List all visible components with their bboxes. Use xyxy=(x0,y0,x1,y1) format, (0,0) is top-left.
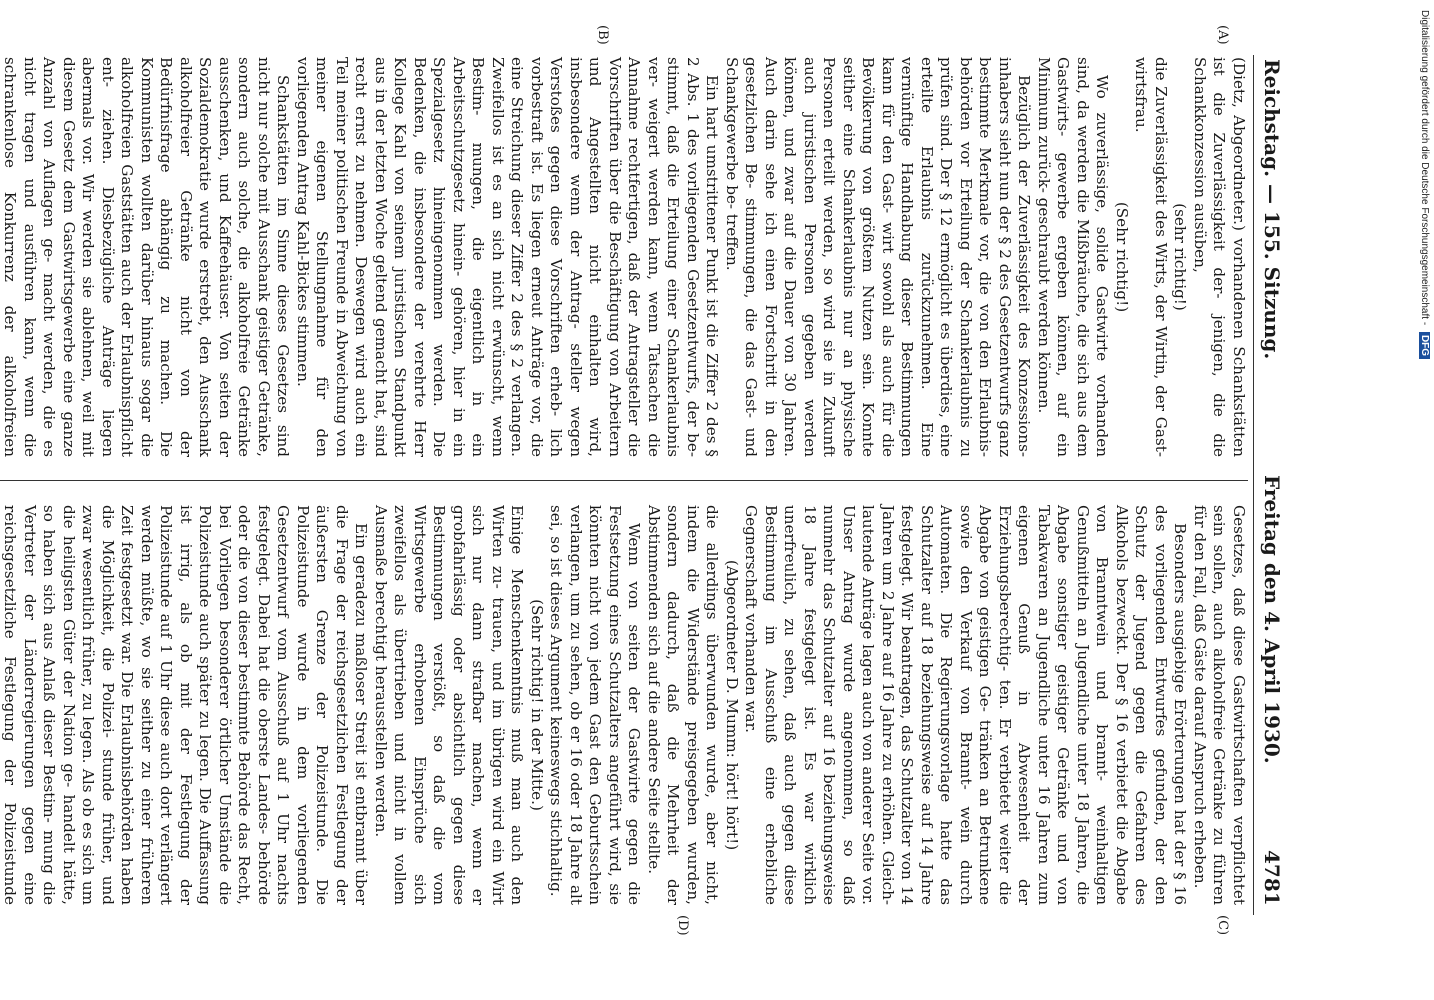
paragraph: Besonders ausgiebige Erörterungen hat der § 16 des vorliegenden Entwurfes gefunden, der den Schutz der Jugend gegen die Gefahren des Alkohols bezweckt. Der § 16 verbietet die Abgabe von Branntwein und brannt- weinhaltigen Genußmitteln an Jugendliche unter 18 Jahren, die Abgabe sonstiger geistiger Getränke und von Tabakwaren an Jugendliche unter 16 Jahren zum eigenen Genuß in Abwesenheit der Erziehungsberechtig- ten. Er verbietet weiter die Abgabe von geistigen Ge- tränken an Betrunkene sowie den Verkauf von Brannt- wein durch Automaten. Die Regierungsvorlage hatte das Schutzalter auf 18 beziehungsweise auf 14 Jahre festgelegt. Wir beantragen, das Schutzalter von 14 Jahren um 2 Jahre auf 16 Jahre zu erhöhen. Gleich- lautende Anträge lagen auch von anderer Seite vor. Unser Antrag wurde angenommen, so daß nunmehr das Schutzalter auf 16 beziehungsweise 18 Jahre festgelegt ist. Es war wirklich unerfreulich, zu sehen, daß auch gegen diese Bestimmung im Ausschuß eine erhebliche Gegnerschaft vorhanden war. xyxy=(742,505,1190,905)
interjection: (Abgeordneter D. Mumm: hört! hört!) xyxy=(723,559,741,851)
header-date: Freitag den 4. April 1930. xyxy=(1260,475,1284,764)
paragraph: Bezüglich der Zuverlässigkeit des Konzessions- inhabers sieht nun der § 2 des Gesetzentwurfs ganz bestimmte Merkmale vor, die von den Erlaubnis- behörden vor Erteilung der Schankerlaubnis zu prüfen sind. Der § 12 ermöglicht es überdies, eine erteilte Erlaubnis zurückzunehmen. Eine vernünftige Handhabung dieser Bestimmungen kann für den Gast- wirt sowohl als auch für die Bevölkerung von größtem Nutzen sein. Konnte seither eine Schankerlaubnis nur an physische Personen erteilt werden, so wird sie in Zukunft auch juristischen Personen gegeben werden können, und zwar auf die Dauer von 30 Jahren. Auch darin sehe ich einen Fortschritt in den gesetzlichen Be- stimmungen, die das Gast- und Schankgewerbe be- treffen. xyxy=(723,57,1034,457)
interjection: (sehr richtig!) xyxy=(1171,203,1190,311)
rotated-page xyxy=(0,25,1290,936)
header-left: Reichstag. — 155. Sitzung. xyxy=(1260,59,1284,360)
right-column xyxy=(0,505,1248,905)
column-rule xyxy=(0,480,1248,481)
paragraph: die allerdings überwunden wurde, aber nicht, indem die Widerstände preisgegeben wurden, sondern dadurch, daß die Mehrheit der Abstimmenden sich auf die andere Seite stellte. xyxy=(645,505,722,905)
header-rule xyxy=(1253,55,1254,915)
paragraph: Gesetzes, daß diese Gastwirtschaften verpflichtet sein sollen, auch alkoholfreie Getränke zu führen für den Fall, daß Gäste darauf Anspruch erheben. xyxy=(1191,505,1248,905)
paragraph: die Zuverlässigkeit des Wirts, der Wirtin, der Gast- wirtsfrau. xyxy=(1132,57,1170,457)
margin-mark-d: (D) xyxy=(675,915,690,936)
dfg-logo: DFG xyxy=(1419,332,1430,359)
paragraph: Ein geradezu maßloser Streit ist entbrannt über die Frage der reichsgesetzlichen Festlegung der äußersten Grenze der Polizeistunde. Die Polizeistunde wurde in dem vorliegenden Gesetzentwurf vom Ausschuß auf 1 Uhr nachts festgelegt. Dabei hat die oberste Landes- behörde oder die von dieser bestimmte Behörde das Recht, bei Vorliegen besonderer örtlicher Umstände die Polizeistunde auch später zu legen. Die Auffassung ist irrig, als ob mit der Festlegung der Polizeistunde auf 1 Uhr diese auch dort verlängert werden müßte, wo sie seither zu einer früheren Zeit festgesetzt war. Die Erlaubnisbehörden haben die Möglichkeit, die Polizei- stunde früher, und zwar wesentlich früher, zu legen. Als ob es sich um die heiligsten Güter der Nation ge- handelt hätte, so haben sich aus Anlaß dieser Bestim- mung die Vertreter der Länderregierungen gegen eine reichsgesetzliche Festlegung der Polizeistunde xyxy=(1,505,371,905)
paragraph: Wo zuverlässige, solide Gastwirte vorhanden sind, da werden die Mißbräuche, die sich aus dem Gastwirts- gewerbe ergeben können, auf ein Minimum zurück- geschraubt werden können. xyxy=(1035,57,1112,457)
paragraph: Schankstätten im Sinne dieses Gesetzes sind nicht nur solche mit Ausschank geistiger Getränke, sondern auch solche, die alkoholfreie Getränke ausschenken, und Kaffeehäuser. Von seiten der Sozialdemokratie wurde erstrebt, den Ausschank alkoholfreier Getränke nicht von der Bedürfnisfrage abhängig zu machen. Die Kommunisten wollten darüber hinaus sogar die alkoholfreien Gaststätten auch der Erlaubnispflicht ent- ziehen. Diesbezügliche Anträge liegen abermals vor. Wir werden sie ablehnen, weil mit diesem Gesetz dem Gastwirtsgewerbe eine ganze Anzahl von Auflagen ge- macht werden, die es nicht tragen und ausführen kann, wenn die schrankenlose Konkurrenz der alkoholfreien xyxy=(1,57,293,457)
page-number: 4781 xyxy=(1260,850,1284,906)
paragraph: (Dietz, Abgeordneter.) vorhandenen Schankstätten ist die Zuverlässigkeit der- jenigen, die die Schankkonzession ausüben, xyxy=(1191,57,1248,457)
credit-text: Digitalisierung gefördert durch die Deutsche Forschungsgemeinschaft - xyxy=(1419,10,1430,326)
margin-mark-b: (B) xyxy=(595,25,610,45)
paragraph: Einige Menschenkenntnis muß man auch den Wirten zu- trauen, und im übrigen wird ein Wirt sich nur dann strafbar machen, wenn er grobfahrlässig oder absichtlich gegen diese Bestimmungen verstößt, so daß die vom Wirtsgewerbe erhobenen Einsprüche sich zweifellos als übertrieben und nicht in vollem Ausmaße berechtigt herausstellen werden. xyxy=(372,505,527,905)
interjection: (Sehr richtig!) xyxy=(1113,201,1131,313)
digitization-credit xyxy=(1416,10,1430,990)
page-header xyxy=(1256,55,1290,915)
interjection: (Sehr richtig! in der Mitte.) xyxy=(528,599,546,811)
paragraph: Ein hart umstrittener Punkt ist die Ziffer 2 des § 2 Abs. 1 des vorliegenden Gesetzentwurfs, der be- stimmt, daß die Erteilung einer Schankerlaubnis ver- weigert werden kann, wenn Tatsachen die Annahme rechtfertigen, daß der Antragsteller die Vorschriften über die Beschäftigung von Arbeitern und Angestellten nicht einhalten wird, insbesondere wenn der Antrag- steller wegen Verstoßes gegen diese Vorschriften erheb- lich vorbestraft ist. Es liegen erneut Anträge vor, die eine Streichung dieser Ziffer 2 des § 2 verlangen. Zweifellos ist es an sich nicht erwünscht, wenn Bestim- mungen, die eigentlich in ein Arbeitsschutzgesetz hinein- gehören, hier in ein Spezialgesetz hineingenommen werden. Die Bedenken, die insbesondere der verehrte Herr Kollege Kahl von seinem juristischen Standpunkt aus in der letzten Woche geltend gemacht hat, sind recht ernst zu nehmen. Deswegen wird auch ein Teil meiner politischen Freunde in Abweichung von meiner eigenen Stellungnahme für den vorliegenden Antrag Kahl-Bickes stimmen. xyxy=(294,57,722,457)
left-column xyxy=(0,57,1248,457)
paragraph: Wenn von seiten der Gastwirte gegen die Festsetzung eines Schutzalters angeführt wird, sie könnten nicht von jedem Gast den Geburtsschein verlangen, um zu sehen, ob er 16 oder 18 Jahre alt sei, so ist dieses Argument keineswegs stichhaltig. xyxy=(547,505,644,905)
margin-mark-c: (C) xyxy=(1215,915,1230,936)
margin-mark-a: (A) xyxy=(1215,25,1230,45)
